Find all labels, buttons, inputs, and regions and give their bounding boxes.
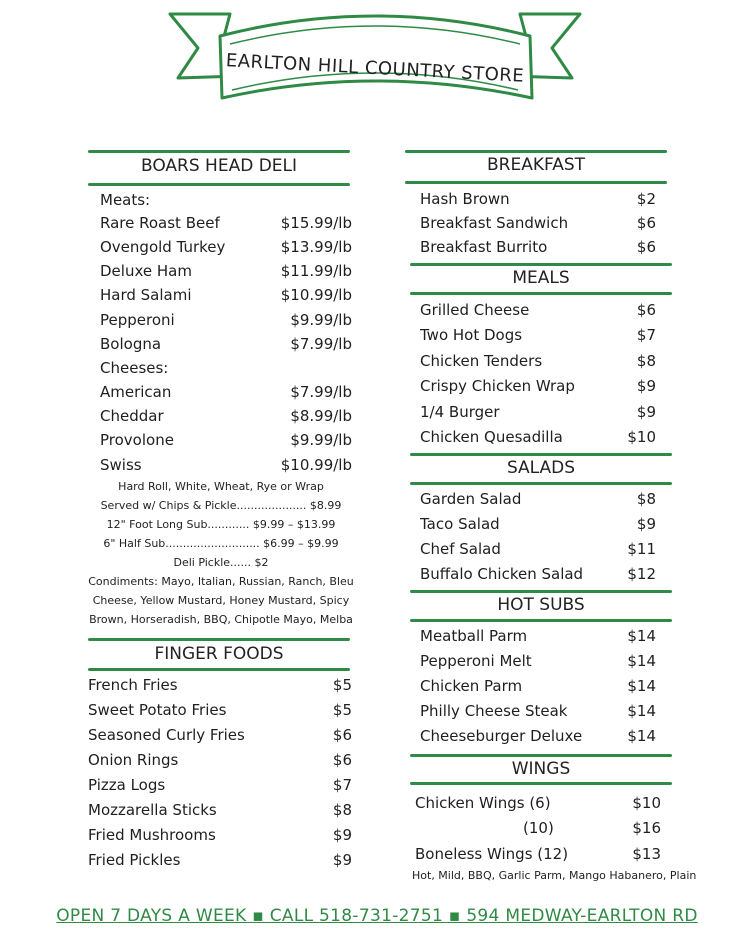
divider: [410, 453, 672, 456]
divider: [410, 292, 672, 295]
divider: [410, 482, 672, 485]
divider: [410, 754, 672, 757]
divider: [88, 668, 350, 671]
condiments-line: Condiments: Mayo, Italian, Russian, Ranch, Bleu: [88, 575, 354, 588]
divider: [88, 150, 350, 153]
condiments-line: Brown, Horseradish, BBQ, Chipotle Mayo, Melba: [89, 613, 353, 626]
section-title-hot-subs: HOT SUBS: [497, 595, 585, 615]
divider: [410, 782, 672, 785]
divider: [410, 590, 672, 593]
divider: [88, 638, 350, 641]
store-info-footer: OPEN 7 DAYS A WEEK ▪ CALL 518-731-2751 ▪ 594 MEDWAY-EARLTON RD: [56, 906, 698, 926]
section-title-wings: WINGS: [511, 759, 571, 779]
divider: [405, 150, 667, 153]
section-title-deli: BOARS HEAD DELI: [140, 156, 298, 176]
divider: [88, 183, 350, 186]
wing-flavors: Hot, Mild, BBQ, Garlic Parm, Mango Habanero, Plain: [412, 869, 697, 882]
deli-pickle-price: Deli Pickle...... $2: [173, 556, 269, 569]
condiments-line: Cheese, Yellow Mustard, Honey Mustard, Spicy: [92, 594, 350, 607]
divider: [410, 263, 672, 266]
foot-long-price: 12" Foot Long Sub............ $9.99 – $13.99: [106, 518, 336, 531]
divider: [405, 181, 667, 184]
store-name: EARLTON HILL COUNTRY STORE: [225, 50, 525, 87]
divider: [410, 619, 672, 622]
section-title-finger-foods: FINGER FOODS: [154, 644, 284, 664]
bread-options: Hard Roll, White, Wheat, Rye or Wrap: [118, 480, 324, 493]
section-title-meals: MEALS: [512, 268, 570, 288]
banner: [160, 6, 590, 116]
half-sub-price: 6" Half Sub........................... $6.99 – $9.99: [103, 537, 339, 550]
served-with: Served w/ Chips & Pickle.................... $8.99: [100, 499, 342, 512]
section-title-salads: SALADS: [506, 458, 576, 478]
section-title-breakfast: BREAKFAST: [486, 155, 585, 175]
